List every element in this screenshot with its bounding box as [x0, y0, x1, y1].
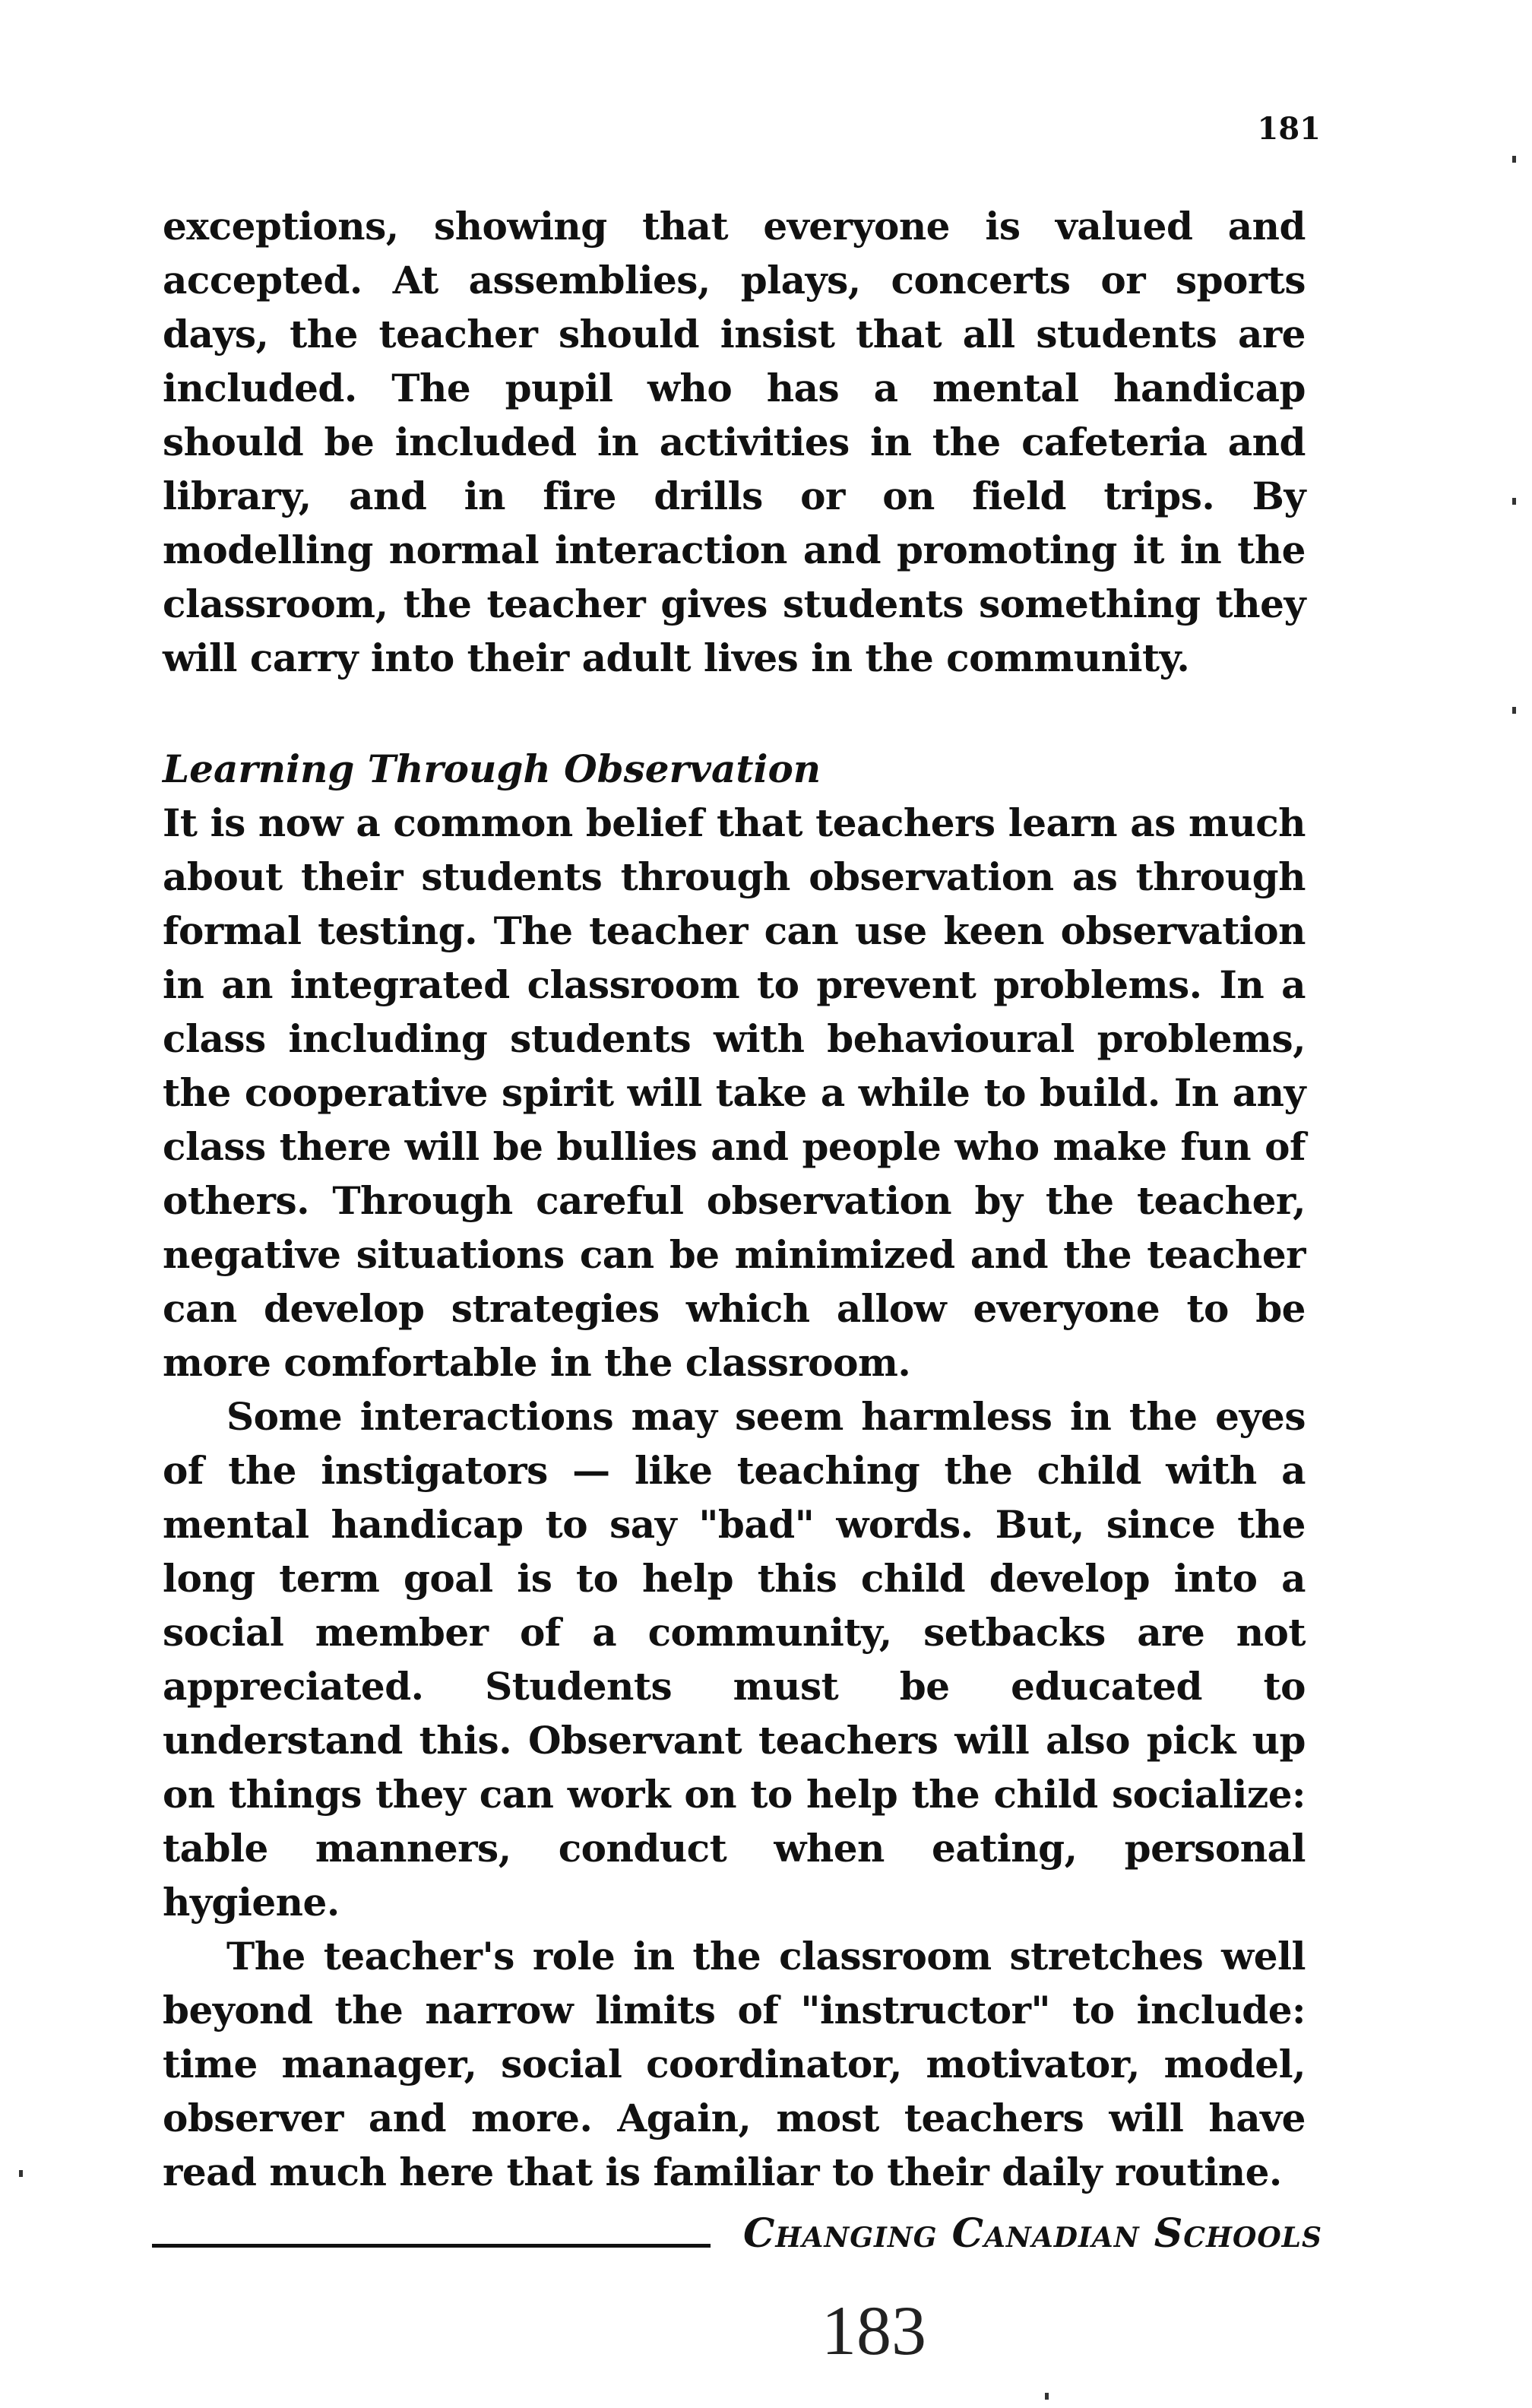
scan-speck	[1512, 498, 1516, 505]
running-footer	[152, 2204, 1322, 2265]
body-paragraph: Some interactions may seem harmless in the eyes of the instigators — like teaching the child with a mental handicap to say "bad" words. But, since the long term goal is to help this child develop into a social member of a community, setbacks are not appreciated. Students must be educated to understand this. Observant teachers will also pick up on things they can work on to help the child socialize: table manners, conduct when eating, personal hygiene.	[163, 1394, 1306, 1925]
scan-speck	[1045, 2393, 1049, 2400]
footer-rule	[152, 2244, 711, 2248]
page-body	[163, 199, 1306, 2199]
section-heading: Learning Through Observation	[163, 746, 821, 791]
scan-speck	[1512, 156, 1516, 163]
scan-speck	[1512, 707, 1516, 714]
scan-speck	[19, 2170, 23, 2177]
body-paragraph: It is now a common belief that teachers learn as much about their students through observation as through formal testing. The teacher can use keen observation in an integrated classroom to prevent problems. In a class including students with behavioural problems, the cooperative spirit will take a while to build. In any class there will be bullies and people who make fun of others. Through careful observation by the teacher, negative situations can be minimized and the teacher can develop strategies which allow everyone to be more comfortable in the classroom.	[163, 800, 1306, 1385]
page-number: 181	[1257, 111, 1321, 147]
body-paragraph: exceptions, showing that everyone is valued and accepted. At assemblies, plays, concerts or sports days, the teacher should insist that all students are included. The pupil who has a mental handicap should be included in activities in the cafeteria and library, and in fire drills or on field trips. By modelling normal interaction and promoting it in the classroom, the teacher gives students something they will carry into their adult lives in the community.	[163, 204, 1306, 680]
footer-title: Changing Canadian Schools	[743, 2210, 1322, 2257]
stamped-page-number: 183	[821, 2292, 926, 2369]
body-paragraph: The teacher's role in the classroom stretches well beyond the narrow limits of "instructor" to include: time manager, social coordinator, motivator, model, observer and more. Again, most teachers will have read much here that is familiar to their daily routine.	[163, 1934, 1306, 2194]
